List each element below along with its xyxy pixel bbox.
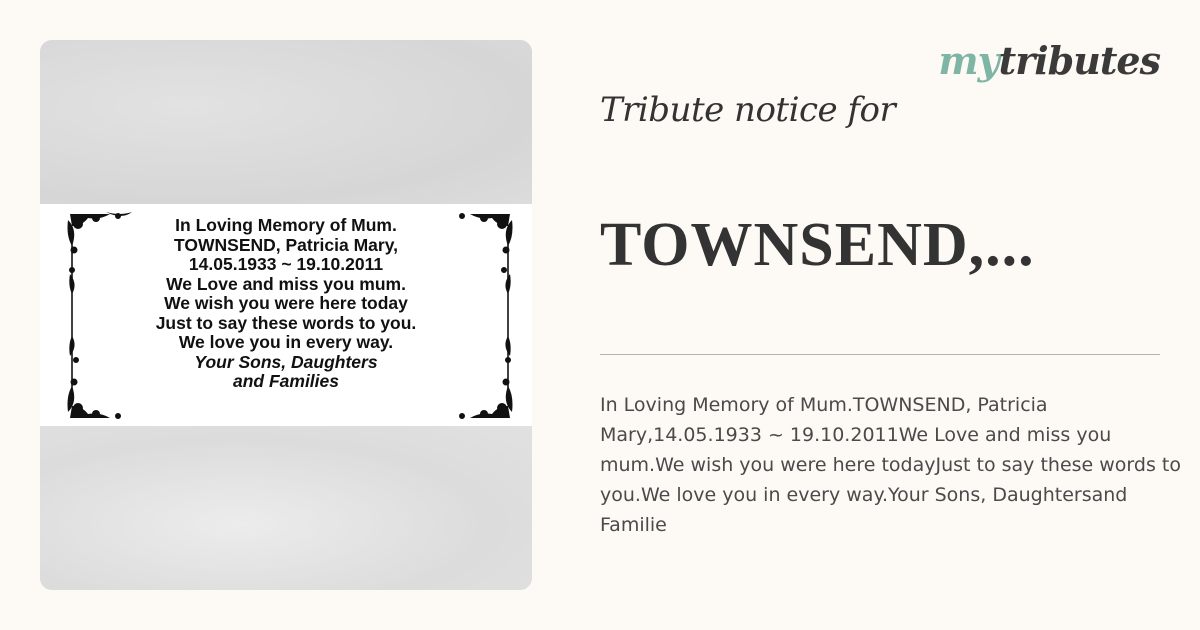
- notice-line: 14.05.1933 ~ 19.10.2011: [188, 254, 384, 274]
- notice-line: Just to say these words to you.: [155, 312, 417, 333]
- notice-line: In Loving Memory of Mum.: [175, 215, 397, 235]
- notice-line: We Love and miss you mum.: [166, 273, 406, 294]
- notice-line: We wish you were here today: [164, 293, 408, 313]
- notice-text: [80, 216, 492, 392]
- logo-part-my: my: [938, 38, 999, 83]
- mytributes-logo[interactable]: [938, 38, 1160, 83]
- notice-line: and Families: [232, 371, 339, 391]
- blurred-backdrop-top: [40, 40, 532, 204]
- page-title: TOWNSEND,...: [600, 211, 1035, 279]
- notice-image-card: [40, 40, 532, 590]
- notice-line: Your Sons, Daughters: [194, 351, 378, 372]
- tribute-description: In Loving Memory of Mum.TOWNSEND, Patricia Mary,14.05.1933 ~ 19.10.2011We Love and miss you mum.We wish you were here todayJust to say these words to you.We love you in every way.Your Sons, Daughtersand Familie: [600, 394, 1181, 536]
- divider: [600, 354, 1160, 355]
- notice-line: TOWNSEND, Patricia Mary,: [174, 234, 398, 255]
- blurred-backdrop-bottom: [40, 426, 532, 590]
- logo-part-tributes: tributes: [998, 38, 1160, 83]
- page-subtitle: Tribute notice for: [600, 90, 896, 130]
- notice-line: We love you in every way.: [178, 332, 394, 352]
- notice-image: [40, 204, 532, 426]
